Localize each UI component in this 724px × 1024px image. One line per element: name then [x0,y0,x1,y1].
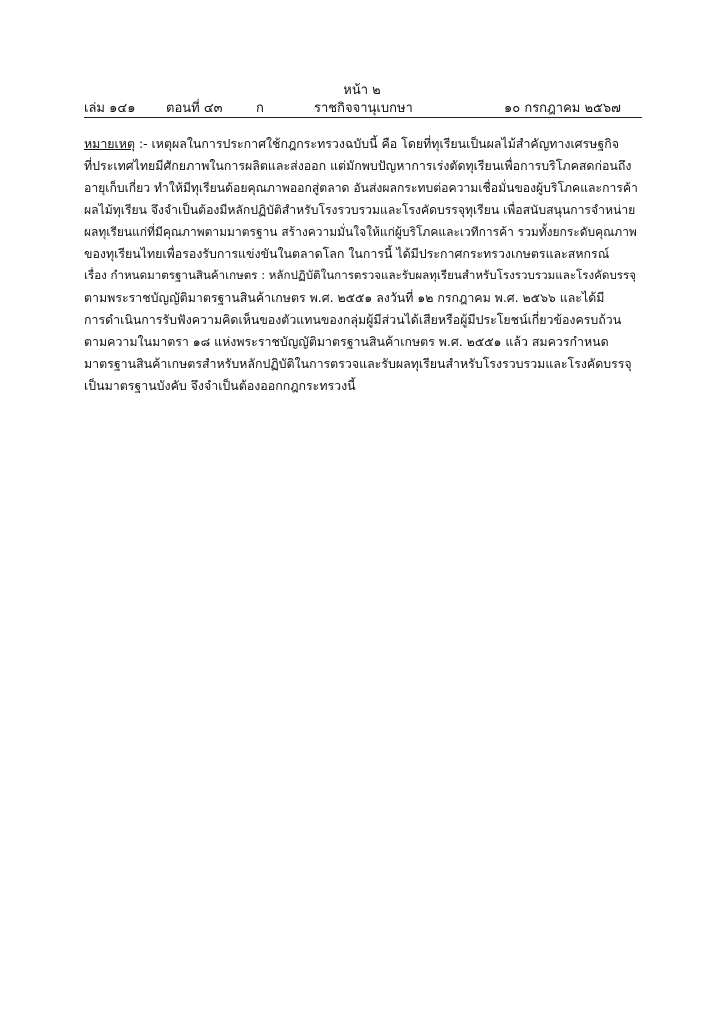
note-line: มาตรฐานสินค้าเกษตรสำหรับหลักปฏิบัติในการตรวจและรับผลทุเรียนสำหรับโรงรวบรวมและโรงคัดบรรจุ [84,356,632,371]
note-line [84,135,642,154]
note-line: ผลทุเรียนแก่ที่มีคุณภาพตามมาตรฐาน สร้างความมั่นใจให้แก่ผู้บริโภคและเวทีการค้า รวมทั้งยกระดับคุณภาพ [84,225,637,239]
header-date: ๑๐ กรกฎาคม ๒๕๖๗ [504,101,621,116]
header-rule [84,117,642,118]
header-publication: ราชกิจจานุเบกษา [314,101,413,116]
note-first-line-text: :- เหตุผลในการประกาศใช้กฎกระทรวงฉบับนี้ คือ โดยที่ทุเรียนเป็นผลไม้สำคัญทางเศรษฐกิจ [138,136,619,151]
header-volume: เล่ม ๑๔๑ [84,101,136,116]
note-line: ตามความในมาตรา ๑๘ แห่งพระราชบัญญัติมาตรฐานสินค้าเกษตร พ.ศ. ๒๕๕๑ แล้ว สมควรกำหนด [84,334,609,349]
note-line: เรื่อง กำหนดมาตรฐานสินค้าเกษตร : หลักปฏิบัติในการตรวจและรับผลทุเรียนสำหรับโรงรวบรวมและโรงคัดบรรจุ [84,268,637,282]
note-line: ตามพระราชบัญญัติมาตรฐานสินค้าเกษตร พ.ศ. ๒๕๕๑ ลงวันที่ ๑๒ กรกฎาคม พ.ศ. ๒๕๖๖ และได้มี [84,290,605,305]
note-label: หมายเหตุ [84,136,136,151]
note-line: การดำเนินการรับฟังความคิดเห็นของตัวแทนของกลุ่มผู้มีส่วนได้เสียหรือผู้มีประโยชน์เกี่ยวข้องครบถ้วน [84,312,622,327]
note-line: เป็นมาตรฐานบังคับ จึงจำเป็นต้องออกกฎกระทรวงนี้ [84,378,356,393]
header-part: ตอนที่ ๔๓ [166,101,223,116]
note-line: ที่ประเทศไทยมีศักยภาพในการผลิตและส่งออก แต่มักพบปัญหาการเร่งตัดทุเรียนเพื่อการบริโภคสดก่อนถึง [84,158,632,173]
header-section: ก [256,101,264,116]
page-number: หน้า ๒ [343,83,381,98]
note-line: ของทุเรียนไทยเพื่อรองรับการแข่งขันในตลาดโลก ในการนี้ ได้มีประกาศกระทรวงเกษตรและสหกรณ์ [84,246,610,261]
note-line: อายุเก็บเกี่ยว ทำให้มีทุเรียนด้อยคุณภาพออกสู่ตลาด อันส่งผลกระทบต่อความเชื่อมั่นของผู้บริโภคและการค้า [84,181,638,195]
note-line: ผลไม้ทุเรียน จึงจำเป็นต้องมีหลักปฏิบัติสำหรับโรงรวบรวมและโรงคัดบรรจุทุเรียน เพื่อสนับสนุนการจำหน่าย [84,203,636,217]
